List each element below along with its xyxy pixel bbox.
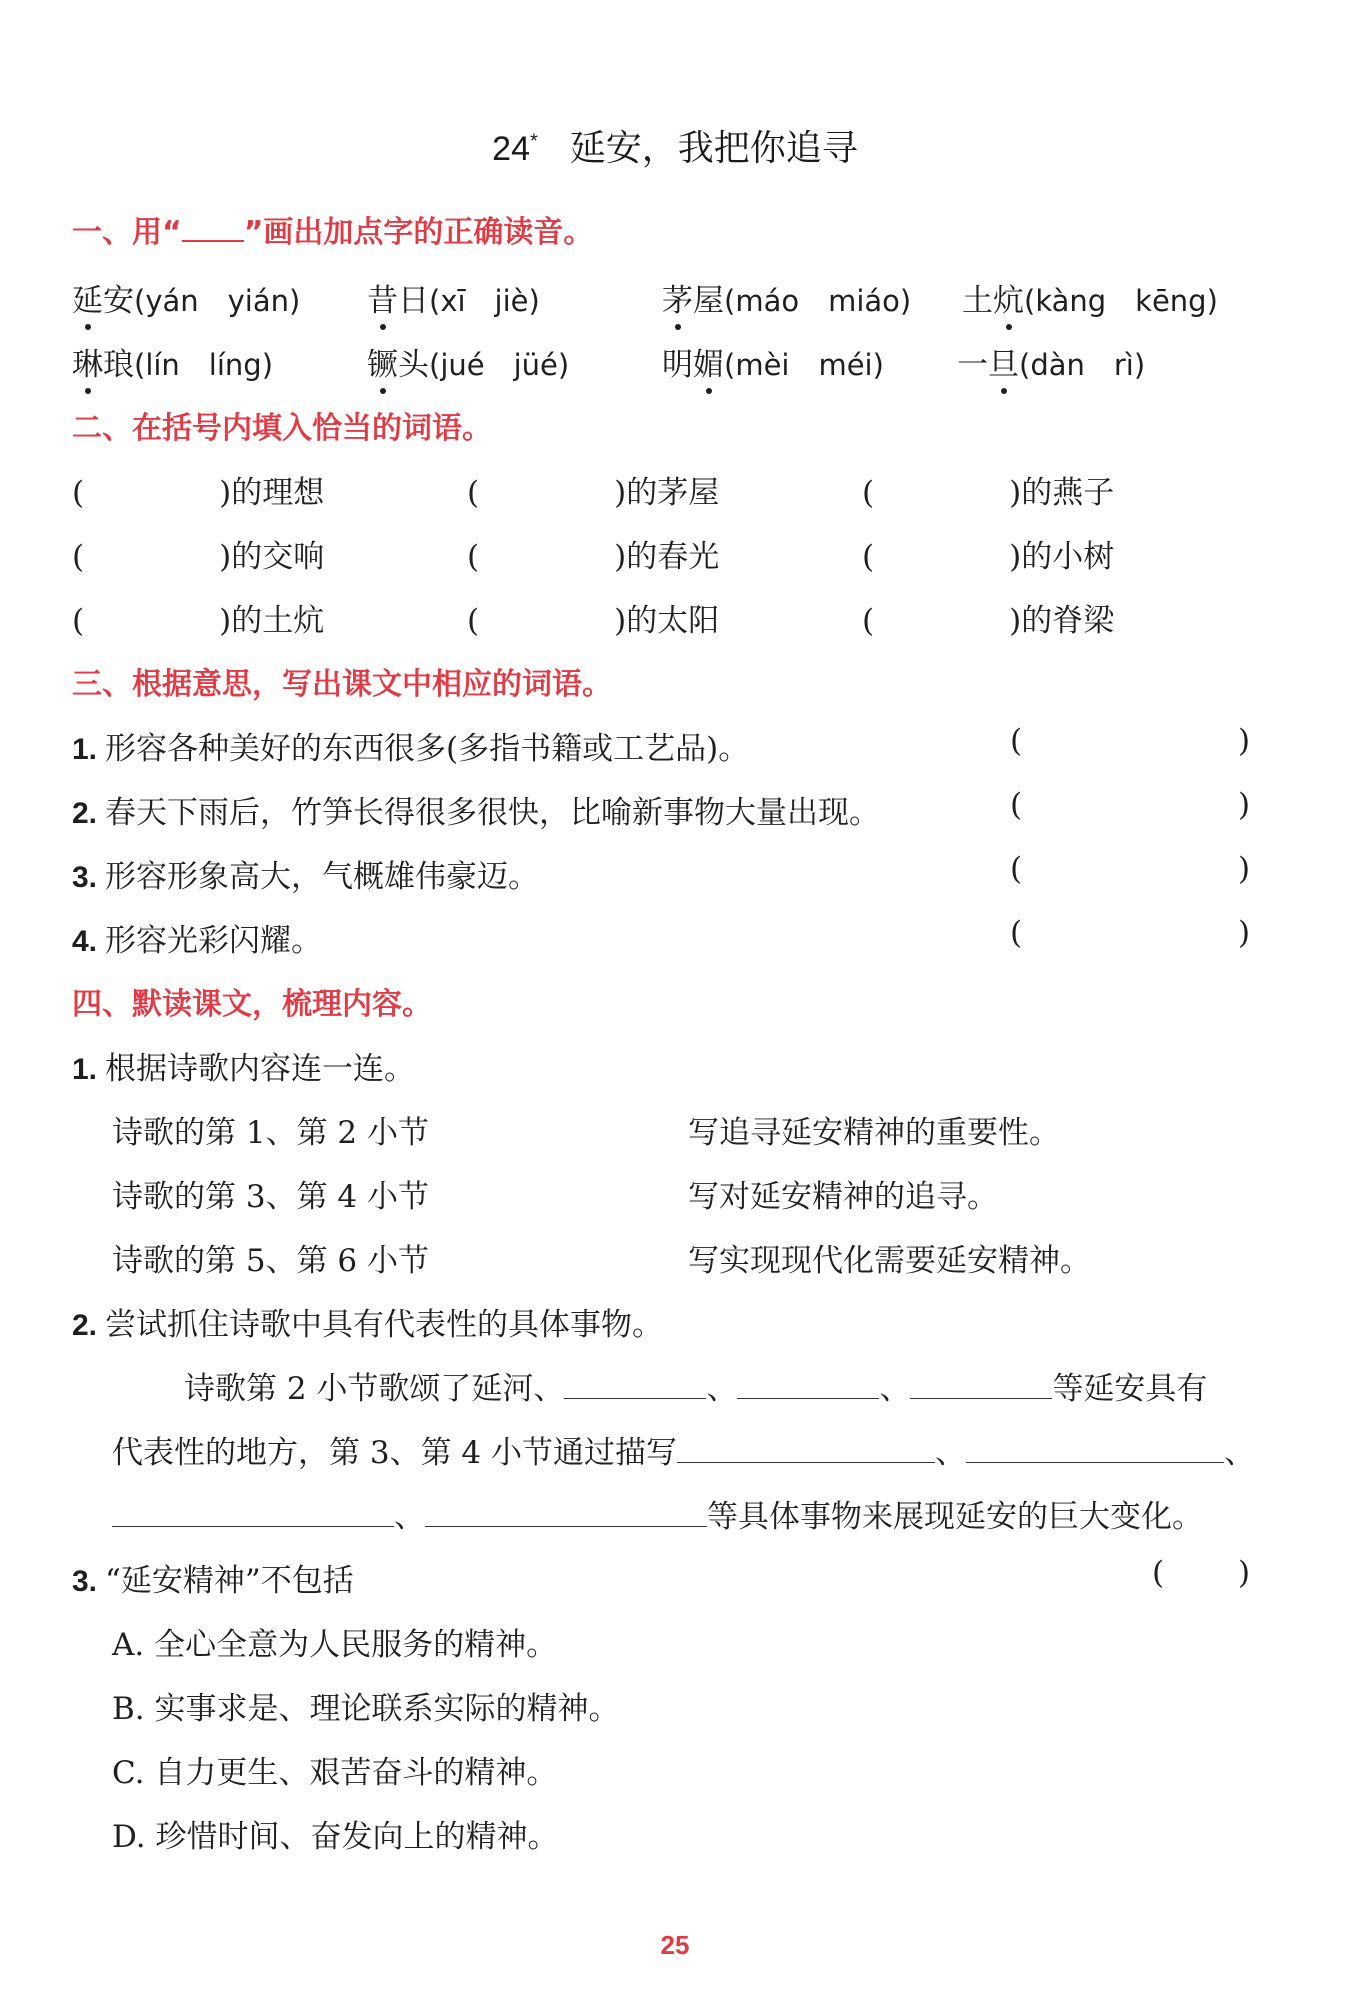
answer-blank[interactable] <box>737 1368 879 1399</box>
q2-paragraph-line2: 代表性的地方，第 3、第 4 小节通过描写 、 、 <box>112 1427 1255 1472</box>
pinyin-choices[interactable]: (xī jiè) <box>429 284 540 318</box>
lesson-number: 24* <box>492 130 538 168</box>
answer-paren-close: ) <box>1238 851 1251 887</box>
page-number: 25 <box>660 1930 690 1960</box>
pinyin-choices[interactable]: (kàng kēng) <box>1024 284 1218 318</box>
answer-paren-open[interactable]: ( <box>1010 851 1023 887</box>
match-left-1[interactable]: 诗歌的第 1、第 2 小节 <box>112 1115 430 1151</box>
answer-blank[interactable] <box>910 1368 1052 1399</box>
section1-heading: 一、用“ ”画出加点字的正确读音。 <box>72 215 594 250</box>
match-left-2[interactable]: 诗歌的第 3、第 4 小节 <box>112 1179 430 1215</box>
meaning-item-4: 4. 形容光彩闪耀。 <box>72 923 323 959</box>
q3-option-a[interactable]: A. 全心全意为人民服务的精神。 <box>112 1627 558 1663</box>
pinyin-item: 明媚(mèi méi) <box>662 339 884 384</box>
pinyin-choices[interactable]: (dàn rì) <box>1019 348 1146 382</box>
match-left-3[interactable]: 诗歌的第 5、第 6 小节 <box>112 1243 430 1279</box>
lesson-title <box>0 120 1350 171</box>
meaning-item-2: 2. 春天下雨后，竹笋长得很多很快，比喻新事物大量出现。 <box>72 795 881 831</box>
answer-blank[interactable] <box>564 1368 706 1399</box>
pinyin-choices[interactable]: (yán yián) <box>134 284 301 318</box>
fill-item[interactable]: ( )的小树 <box>862 539 1115 575</box>
fill-item[interactable]: ( )的土炕 <box>72 603 325 639</box>
q2-paragraph-line1: 诗歌第 2 小节歌颂了延河、 、 、 等延安具有 <box>184 1363 1207 1408</box>
match-right-2[interactable]: 写对延安精神的追寻。 <box>688 1179 998 1215</box>
pinyin-choices[interactable]: (mèi méi) <box>724 348 884 382</box>
meaning-item-3: 3. 形容形象高大，气概雄伟豪迈。 <box>72 859 540 895</box>
pinyin-choices[interactable]: (jué jüé) <box>429 348 570 382</box>
q2-prompt: 2. 尝试抓住诗歌中具有代表性的具体事物。 <box>72 1307 664 1343</box>
pinyin-item: 一旦(dàn rì) <box>957 339 1145 384</box>
section3-heading: 三、根据意思，写出课文中相应的词语。 <box>72 667 612 702</box>
fill-item[interactable]: ( )的茅屋 <box>467 475 720 511</box>
fill-item[interactable]: ( )的春光 <box>467 539 720 575</box>
pinyin-item: 琳琅(lín líng) <box>72 339 273 384</box>
match-right-3[interactable]: 写实现现代化需要延安精神。 <box>688 1243 1091 1279</box>
match-right-1[interactable]: 写追寻延安精神的重要性。 <box>688 1115 1060 1151</box>
answer-blank[interactable] <box>677 1432 935 1463</box>
answer-paren-close: ) <box>1238 787 1251 823</box>
q3-answer-paren-open[interactable]: ( <box>1152 1555 1165 1591</box>
answer-paren-open[interactable]: ( <box>1010 915 1023 951</box>
fill-item[interactable]: ( )的理想 <box>72 475 325 511</box>
meaning-item-1: 1. 形容各种美好的东西很多(多指书籍或工艺品)。 <box>72 731 750 767</box>
answer-blank[interactable] <box>966 1432 1224 1463</box>
section2-heading: 二、在括号内填入恰当的词语。 <box>72 411 492 446</box>
answer-paren-close: ) <box>1238 723 1251 759</box>
q3-option-d[interactable]: D. 珍惜时间、奋发向上的精神。 <box>112 1819 559 1855</box>
fill-item[interactable]: ( )的脊梁 <box>862 603 1115 639</box>
q3-prompt: 3. “延安精神”不包括 <box>72 1563 354 1599</box>
fill-item[interactable]: ( )的太阳 <box>467 603 720 639</box>
pinyin-choices[interactable]: (máo miáo) <box>724 284 912 318</box>
answer-paren-open[interactable]: ( <box>1010 723 1023 759</box>
pinyin-item: 镢头(jué jüé) <box>367 339 569 384</box>
pinyin-item: 茅屋(máo miáo) <box>662 275 911 320</box>
answer-paren-open[interactable]: ( <box>1010 787 1023 823</box>
q3-answer-paren-close: ) <box>1238 1555 1251 1591</box>
answer-blank[interactable] <box>425 1496 707 1527</box>
pinyin-item: 延安(yán yián) <box>72 275 300 320</box>
heading-blank-line <box>182 218 244 242</box>
pinyin-item: 昔日(xī jiè) <box>367 275 540 320</box>
q3-option-c[interactable]: C. 自力更生、艰苦奋斗的精神。 <box>112 1755 558 1791</box>
fill-item[interactable]: ( )的交响 <box>72 539 325 575</box>
q3-option-b[interactable]: B. 实事求是、理论联系实际的精神。 <box>112 1691 620 1727</box>
pinyin-item: 土炕(kàng kēng) <box>962 275 1218 320</box>
fill-item[interactable]: ( )的燕子 <box>862 475 1115 511</box>
answer-blank[interactable] <box>112 1496 394 1527</box>
q1-prompt: 1. 根据诗歌内容连一连。 <box>72 1051 416 1087</box>
lesson-title-text: 延安，我把你追寻 <box>569 128 858 169</box>
q2-paragraph-line3: 、 等具体事物来展现延安的巨大变化。 <box>112 1491 1203 1536</box>
section4-heading: 四、默读课文，梳理内容。 <box>72 987 432 1022</box>
answer-paren-close: ) <box>1238 915 1251 951</box>
pinyin-choices[interactable]: (lín líng) <box>134 348 274 382</box>
